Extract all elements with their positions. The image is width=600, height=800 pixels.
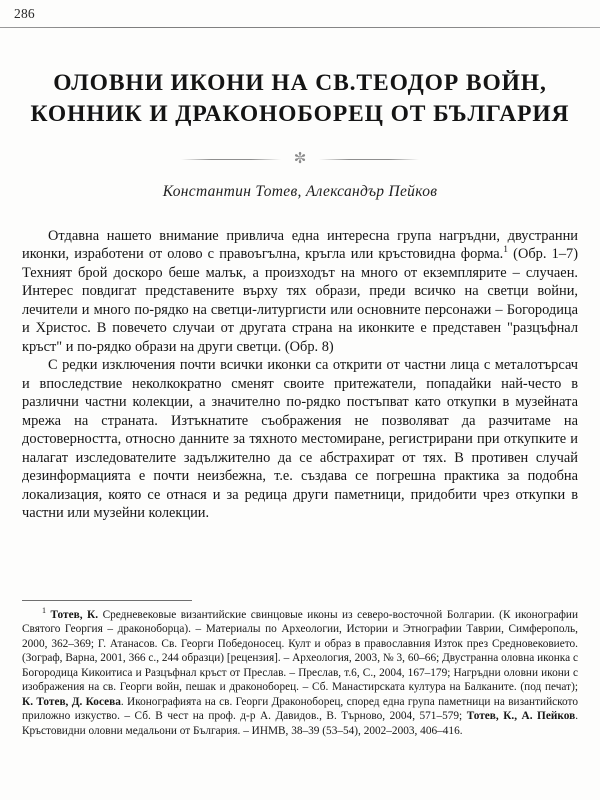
footnote-author-2: К. Тотев, Д. Косева [22, 695, 121, 708]
article-title [22, 68, 578, 131]
footnote-author-3: Тотев, К., А. Пейков [466, 710, 576, 723]
paragraph-1-text-after-footnote: (Обр. 1–7) Техният брой доскоро беше малък, а произходът на много от екземплярите – случаен. Интерес повдигат представените върху тях образи, преди всичко на светци войни, лечители и много по-рядко на светци-литургисти или основните персонажи – Богородица и Христос. В повечето случаи от другата страна на иконките е представен "разцъфнал кръст" и по-рядко образи на други светци. (Обр. 8) [22, 246, 579, 355]
page-number: 286 [14, 6, 35, 21]
header-rule [0, 27, 600, 28]
ornament-divider [22, 152, 578, 167]
footnote-area [22, 600, 578, 738]
footnote-separator-rule [22, 600, 192, 601]
paragraph-1-text-before-footnote: Отдавна нашето внимание привлича една интересна група нагръдни, двустранни иконки, изработени от олово с правоъгълна, кръгла или кръстовидна форма. [22, 227, 578, 262]
author-line: Константин Тотев, Александър Пейков [162, 182, 438, 200]
ornament-rule-right [319, 159, 419, 160]
footnote-segment-2: . Иконографията на св. Георги Драконоборец, според една група паметници на византийското приложно изкуство. – Сб. В чест на проф. д-р А. Давидов., В. Търново, 2004, 571–579; [22, 695, 578, 723]
page-content [22, 36, 578, 523]
body-paragraph-2: С редки изключения почти всички иконки са открити от частни лица с металотърсач и впоследствие неколкократно сменят своите притежатели, попадайки най-често в различни частни колекции, а значително по-рядко постъпват като откупки в музейната мрежа на страната. Изтъкнатите съображения не позволяват да разчитаме на достоверността, относно данните за тяхното местомиране, регистрирани при откупките и налагат изследователите задължително да се абстрахират от тях. В противен случай дезинформацията е почти неизбежна, т.е. създава се погрешна практика за подобна локализация, която се отнася и за редица други паметници, придобити чрез откупки в частни или музейни колекции. [22, 357, 578, 521]
footnote-1 [22, 608, 578, 738]
floral-ornament-icon: ✼ [293, 150, 307, 167]
footnote-reference-marker[interactable]: 1 [503, 245, 509, 256]
article-body [22, 227, 578, 523]
footnote-number: 1 [42, 606, 46, 616]
footnote-segment-1: Средневековые византийские свинцовые иконы из северо-восточной Болгарии. (К иконографии Святого Георгия – драконоборца). – Материалы по Археологии, Истории и Этнографии Таврии, Симферополь, 2000, 362–369; Г. Атанасов. Св. Георги Победоносец. Култ и образ в православния Изток през Средновековието. (Зограф, Варна, 2001, 366 с., 244 образци) [рецензия]. – Археология, 2003, № 3, 60–66; Двустранна оловна иконка с Богородица Кикоитиса и Разцъфнал кръст от Преслав. – Преслав, т.6, С., 2004, 167–179; Нагръдни оловни икони с изображения на св. Георги войн, пешак и драконоборец. – Сб. Манастирската култура на Балканите. (под печат); [22, 609, 578, 694]
article-title-line-2: КОННИК И ДРАКОНОБОРЕЦ ОТ БЪЛГАРИЯ [30, 101, 570, 128]
body-paragraph-1 [22, 227, 578, 357]
footnote-segment-3: . Кръстовидни оловни медальони от България. – ИНМВ, 38–39 (53–54), 2002–2003, 406–416. [22, 710, 579, 737]
footnote-author-1: Тотев, К. [50, 609, 99, 621]
article-title-line-1: ОЛОВНИ ИКОНИ НА СВ.ТЕОДОР ВОЙН, [53, 70, 547, 96]
footnote-block [22, 608, 578, 738]
ornament-rule-left [181, 159, 281, 160]
